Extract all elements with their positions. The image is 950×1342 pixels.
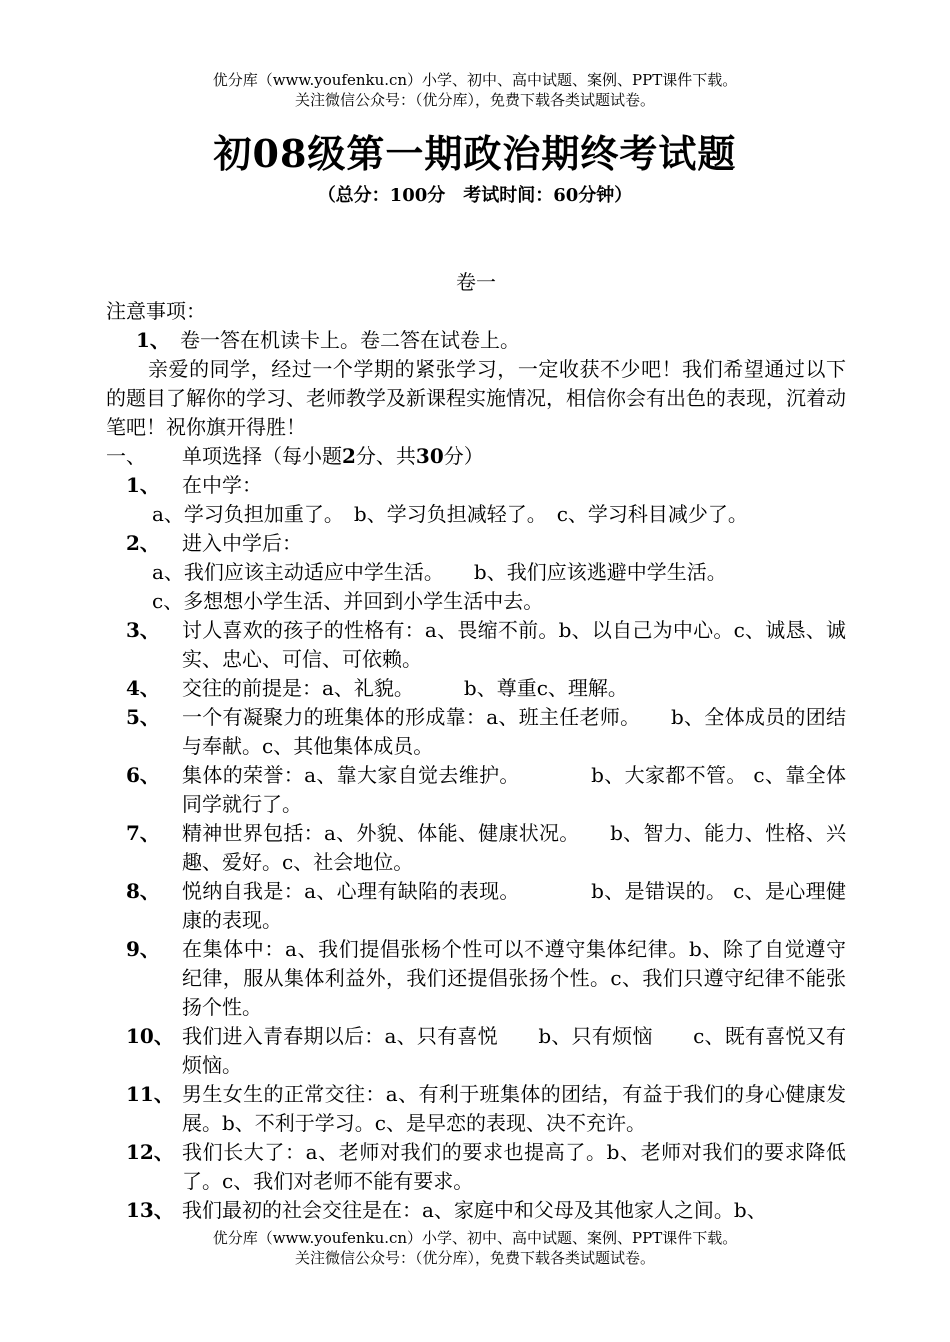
question-text: 在集体中：a、我们提倡张杨个性可以不遵守集体纪律。b、除了自觉遵守纪律，服从集体利益外，我们还提倡张扬个性。c、我们只遵守纪律不能张扬个性。 — [182, 937, 846, 1019]
question-number: 5、 — [126, 705, 160, 729]
section-title-end: 分） — [443, 444, 484, 468]
footer-line-2: 关注微信公众号：（优分库），免费下载各类试题试卷。 — [294, 1249, 655, 1267]
question-text: 男生女生的正常交往：a、有利于班集体的团结，有益于我们的身心健康发展。b、不利于学习。c、是早恋的表现、决不充许。 — [182, 1082, 846, 1135]
question-text: 交往的前提是：a、礼貌。 b、尊重c、理解。 — [182, 676, 628, 700]
question-item — [106, 935, 846, 1022]
section-points-each: 2 — [342, 444, 356, 468]
footer-line-1: 优分库（www.youfenku.cn）小学、初中、高中试题、案例、PPT课件下载。 — [212, 1229, 738, 1247]
question-number: 2、 — [126, 531, 160, 555]
question-item — [106, 761, 846, 819]
question-item — [106, 529, 846, 558]
notice-heading: 注意事项： — [106, 299, 206, 323]
question-number: 8、 — [126, 879, 160, 903]
section-points-total: 30 — [415, 444, 444, 468]
question-number: 3、 — [126, 618, 160, 642]
question-options-line: a、学习负担加重了。 b、学习负担减轻了。 c、学习科目减少了。 — [152, 502, 748, 526]
question-options-line: a、我们应该主动适应中学生活。 b、我们应该逃避中学生活。 — [152, 560, 727, 584]
question-number: 6、 — [126, 763, 160, 787]
exam-title: 初08级第一期政治期终考试题 — [213, 131, 737, 176]
notice-item-1 — [106, 326, 846, 355]
question-text: 精神世界包括：a、外貌、体能、健康状况。 b、智力、能力、性格、兴趣、爱好。c、社会地位。 — [182, 821, 846, 874]
intro-paragraph: 亲爱的同学，经过一个学期的紧张学习，一定收获不少吧！我们希望通过以下的题目了解你的学习、老师教学及新课程实施情况，相信你会有出色的表现，沉着动笔吧！祝你旗开得胜！ — [106, 357, 846, 439]
question-number: 1、 — [126, 473, 160, 497]
question-item — [106, 471, 846, 500]
question-item — [106, 877, 846, 935]
exam-content — [106, 268, 846, 1225]
question-number: 11、 — [126, 1082, 174, 1106]
question-text: 讨人喜欢的孩子的性格有：a、畏缩不前。b、以自己为中心。c、诚恳、诚实、忠心、可信、可依赖。 — [182, 618, 846, 671]
question-list — [106, 471, 846, 1225]
page-header — [0, 70, 950, 110]
question-number: 12、 — [126, 1140, 174, 1164]
section-title-mid: 分、共 — [355, 444, 416, 468]
section-heading — [106, 442, 846, 471]
header-line-1: 优分库（www.youfenku.cn）小学、初中、高中试题、案例、PPT课件下载。 — [212, 71, 738, 89]
notice-item-text: 卷一答在机读卡上。卷二答在试卷上。 — [180, 328, 520, 352]
question-number: 9、 — [126, 937, 160, 961]
section-title: 单项选择（每小题 — [182, 444, 342, 468]
question-number: 7、 — [126, 821, 160, 845]
question-item — [106, 1196, 846, 1225]
question-text: 我们长大了：a、老师对我们的要求也提高了。b、老师对我们的要求降低了。c、我们对老师不能有要求。 — [182, 1140, 846, 1193]
question-text: 我们进入青春期以后：a、只有喜悦 b、只有烦恼 c、既有喜悦又有烦恼。 — [182, 1024, 846, 1077]
page-footer — [0, 1228, 950, 1268]
exam-subtitle: （总分：100分 考试时间：60分钟） — [317, 185, 633, 206]
question-text: 集体的荣誉：a、靠大家自觉去维护。 b、大家都不管。 c、靠全体同学就行了。 — [182, 763, 846, 816]
question-item — [106, 819, 846, 877]
question-text: 悦纳自我是：a、心理有缺陷的表现。 b、是错误的。 c、是心理健康的表现。 — [182, 879, 846, 932]
question-text: 进入中学后： — [182, 531, 302, 555]
question-item — [106, 674, 846, 703]
question-text: 在中学： — [182, 473, 262, 497]
question-item — [106, 616, 846, 674]
question-number: 10、 — [126, 1024, 174, 1048]
question-item — [106, 1080, 846, 1138]
paper-label: 卷一 — [456, 270, 496, 294]
question-text: 我们最初的社会交往是在：a、家庭中和父母及其他家人之间。b、 — [182, 1198, 767, 1222]
question-options-line: c、多想想小学生活、并回到小学生活中去。 — [152, 589, 544, 613]
question-item — [106, 1022, 846, 1080]
question-number: 4、 — [126, 676, 160, 700]
question-item — [106, 703, 846, 761]
section-number: 一、 — [106, 444, 146, 468]
header-line-2: 关注微信公众号：（优分库），免费下载各类试题试卷。 — [294, 91, 655, 109]
notice-item-number: 1、 — [136, 328, 170, 352]
question-item — [106, 1138, 846, 1196]
question-text: 一个有凝聚力的班集体的形成靠：a、班主任老师。 b、全体成员的团结与奉献。c、其他集体成员。 — [182, 705, 846, 758]
question-number: 13、 — [126, 1198, 174, 1222]
